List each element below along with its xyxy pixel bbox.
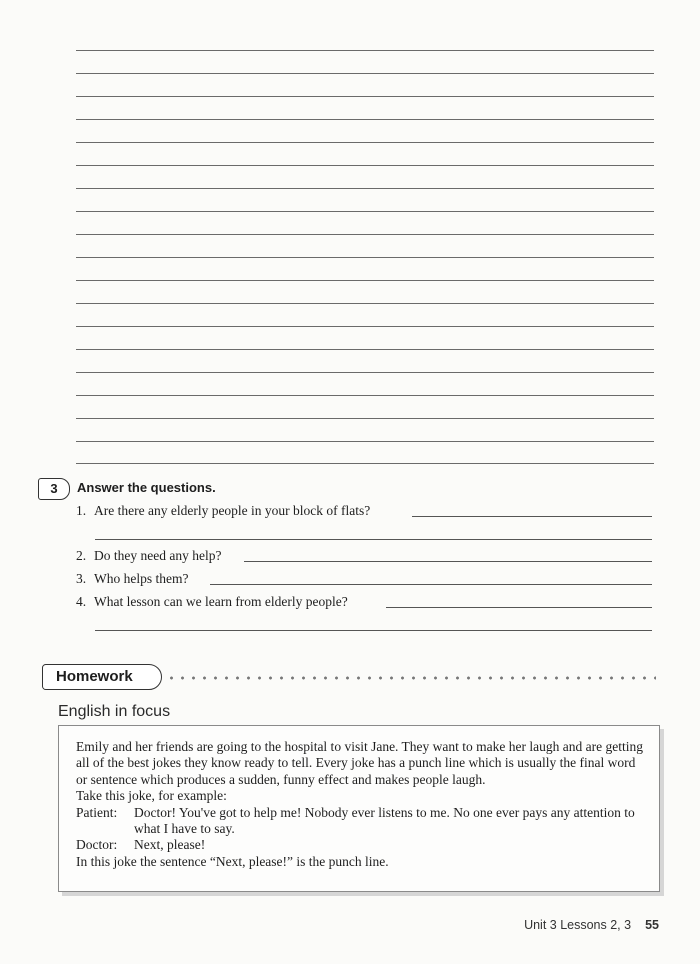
intro-paragraph: Emily and her friends are going to the hospital to visit Jane. They want to make her laugh and are getting all of the best jokes they know ready to tell. Every joke has a punch line which is usually the final word or sentence which produces a sudden, funny effect and makes people laugh. <box>76 739 643 787</box>
writing-line <box>76 441 654 442</box>
dialogue-line-patient <box>76 805 643 838</box>
writing-line <box>76 188 654 189</box>
example-intro: Take this joke, for example: <box>76 788 227 804</box>
homework-tab: Homework <box>42 664 162 690</box>
writing-line <box>76 165 654 166</box>
question-2 <box>76 548 221 564</box>
speaker-text: Doctor! You've got to help me! Nobody ever listens to me. No one ever pays any attention to what I have to say. <box>134 804 635 837</box>
question-number: 4. <box>76 594 87 609</box>
question-text: Are there any elderly people in your block of flats? <box>94 503 371 518</box>
answer-line-4b[interactable] <box>95 630 652 631</box>
question-text: Who helps them? <box>94 571 189 586</box>
writing-line <box>76 50 654 51</box>
question-text: What lesson can we learn from elderly people? <box>94 594 348 609</box>
writing-line <box>76 418 654 419</box>
writing-line <box>76 463 654 464</box>
section-title: English in focus <box>58 703 171 720</box>
answer-line-1[interactable] <box>412 516 652 517</box>
writing-line <box>76 73 654 74</box>
question-3 <box>76 571 188 587</box>
writing-line <box>76 119 654 120</box>
conclusion-text: In this joke the sentence “Next, please!” is the punch line. <box>76 853 389 869</box>
question-text: Do they need any help? <box>94 548 222 563</box>
writing-line <box>76 395 654 396</box>
writing-line <box>76 142 654 143</box>
writing-line <box>76 257 654 258</box>
writing-line <box>76 96 654 97</box>
writing-line <box>76 303 654 304</box>
writing-line <box>76 326 654 327</box>
dialogue-line-doctor <box>76 837 643 853</box>
english-in-focus-box <box>58 725 660 892</box>
page-footer <box>524 918 659 932</box>
writing-line <box>76 234 654 235</box>
answer-line-4[interactable] <box>386 607 652 608</box>
writing-line <box>76 211 654 212</box>
question-4 <box>76 594 348 610</box>
exercise-instruction: Answer the questions. <box>77 480 216 495</box>
question-number: 3. <box>76 571 87 586</box>
page-number: 55 <box>645 918 659 932</box>
writing-line <box>76 372 654 373</box>
exercise-number-badge: 3 <box>38 478 70 500</box>
speaker-label: Doctor: <box>76 837 118 853</box>
speaker-label: Patient: <box>76 804 118 820</box>
answer-line-3[interactable] <box>210 584 652 585</box>
answer-line-2[interactable] <box>244 561 652 562</box>
unit-lessons-label: Unit 3 Lessons 2, 3 <box>524 918 632 932</box>
writing-line <box>76 280 654 281</box>
writing-lines <box>76 0 654 470</box>
answer-line-1b[interactable] <box>95 539 652 540</box>
question-number: 1. <box>76 503 87 518</box>
question-1 <box>76 503 370 519</box>
dotted-divider <box>166 676 656 680</box>
question-number: 2. <box>76 548 87 563</box>
writing-line <box>76 349 654 350</box>
speaker-text: Next, please! <box>134 837 206 853</box>
